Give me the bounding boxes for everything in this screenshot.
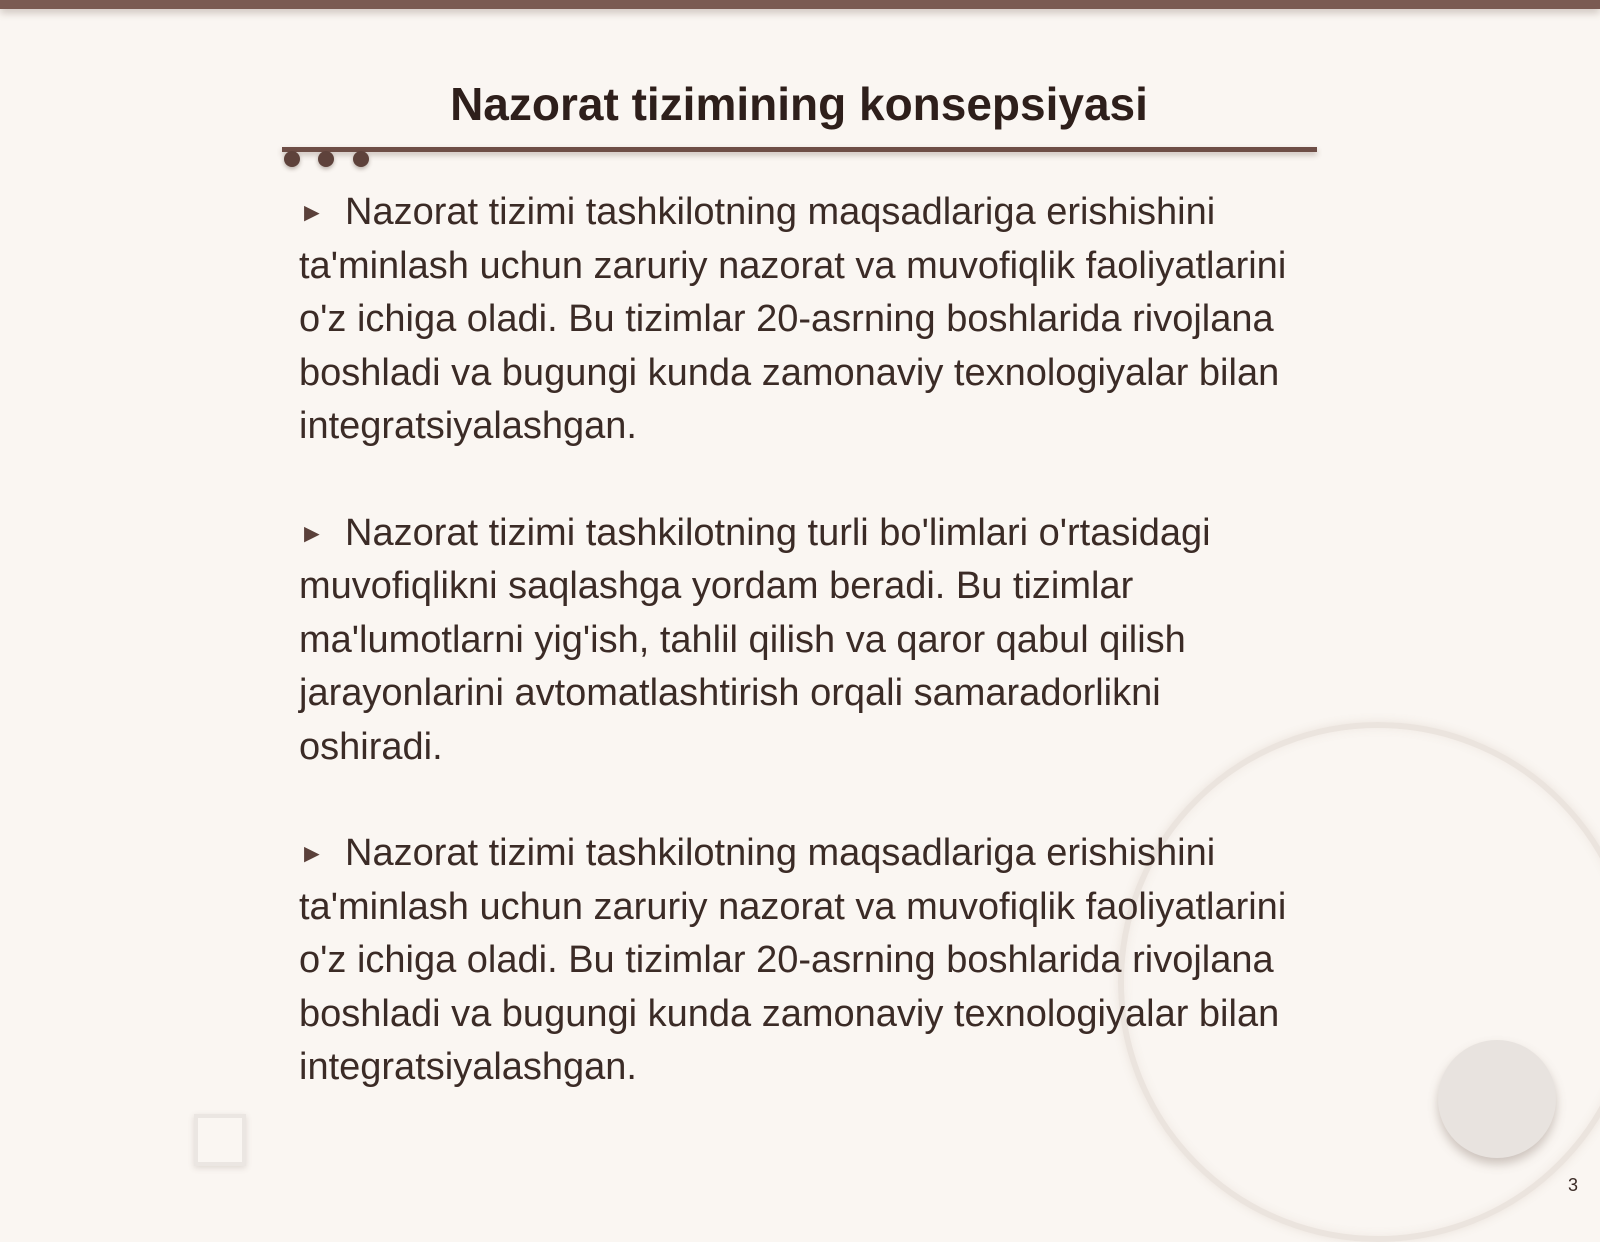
bullet-paragraph <box>299 186 1309 454</box>
top-accent-bar <box>0 0 1600 9</box>
triangle-bullet-icon: ► <box>299 517 325 548</box>
triangle-bullet-icon: ► <box>299 838 325 868</box>
decorative-dot <box>353 151 369 167</box>
bullet-list <box>299 186 1309 1148</box>
decorative-dot <box>284 151 300 167</box>
slide-title: Nazorat tizimining konsepsiyasi <box>450 78 1148 130</box>
page-number: 3 <box>1567 1175 1578 1195</box>
decorative-dot <box>318 151 334 167</box>
bullet-paragraph <box>299 827 1309 1095</box>
bullet-paragraph <box>299 507 1309 775</box>
decorative-square <box>194 1114 246 1166</box>
paragraph-text: Nazorat tizimi tashkilotning turli bo'limlari o'rtasidagi muvofiqlikni saqlashga yordam beradi. Bu tizimlar ma'lumotlarni yig'ish, tahlil qilish va qaror qabul qilish jarayonlarini avtomatlashtirish orqali samaradorlikni oshiradi. <box>299 511 1211 768</box>
decorative-disc <box>1438 1040 1556 1158</box>
paragraph-text: Nazorat tizimi tashkilotning maqsadlariga erishishini ta'minlash uchun zaruriy nazorat va muvofiqlik faoliyatlarini o'z ichiga oladi. Bu tizimlar 20-asrning boshlarida rivojlana boshladi va bugungi kunda zamonaviy texnologiyalar bilan integratsiyalashgan. <box>299 832 1287 1088</box>
title-underline <box>282 147 1317 152</box>
triangle-bullet-icon: ► <box>299 197 325 227</box>
paragraph-text: Nazorat tizimi tashkilotning maqsadlariga erishishini ta'minlash uchun zaruriy nazorat va muvofiqlik faoliyatlarini o'z ichiga oladi. Bu tizimlar 20-asrning boshlarida rivojlana boshladi va bugungi kunda zamonaviy texnologiyalar bilan integratsiyalashgan. <box>299 191 1287 447</box>
